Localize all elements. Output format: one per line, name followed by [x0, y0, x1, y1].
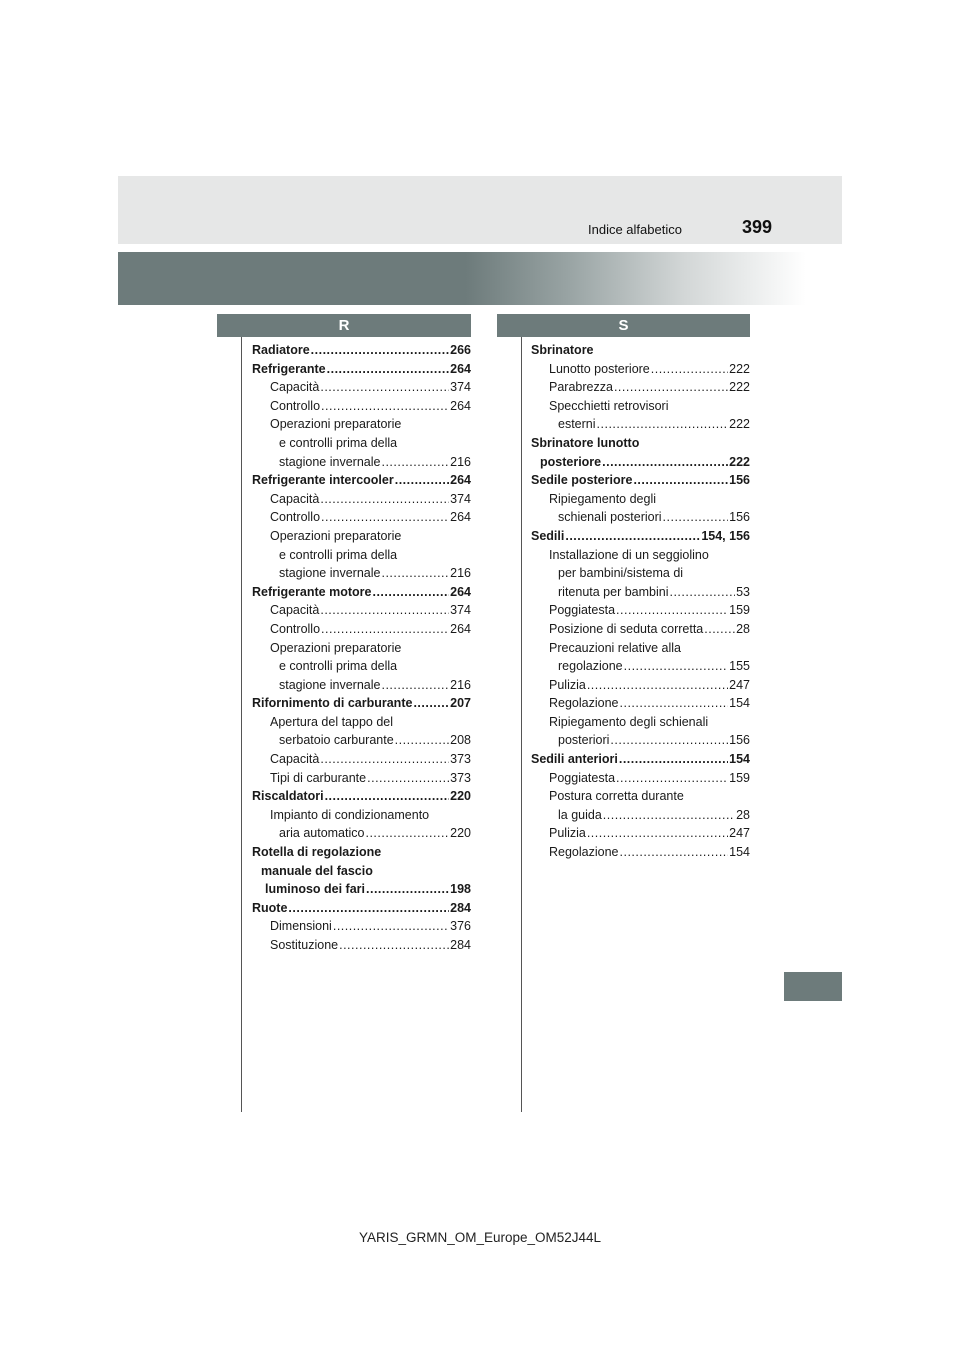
index-entry-text: Refrigerante motore	[252, 584, 372, 599]
index-entry	[252, 862, 471, 881]
index-entry-text: regolazione	[558, 659, 623, 674]
index-entry-page: 155	[729, 659, 750, 674]
dot-leader	[614, 378, 728, 397]
index-entry-page: 154	[729, 752, 750, 767]
index-entry-text: Operazioni preparatorie	[270, 528, 402, 543]
index-entry	[252, 564, 471, 583]
index-entry	[252, 620, 471, 639]
index-entry-text: Capacità	[270, 603, 320, 618]
index-entry-page: 264	[450, 473, 471, 488]
index-entry	[252, 453, 471, 472]
index-entry-text: Capacità	[270, 752, 320, 767]
dot-leader	[320, 750, 449, 769]
dot-leader	[288, 899, 449, 918]
index-entry-page: 154	[729, 845, 750, 860]
dot-leader	[381, 676, 449, 695]
index-entry-text: Controllo	[270, 510, 321, 525]
index-entry-page: 222	[729, 417, 750, 432]
index-entry-text: manuale del fascio	[261, 863, 373, 878]
index-entry-text: e controlli prima della	[279, 435, 398, 450]
index-entry	[531, 583, 750, 602]
index-entry-page: 216	[450, 677, 471, 692]
index-entry-page: 159	[729, 603, 750, 618]
index-entry-text: per bambini/sistema di	[558, 566, 684, 581]
index-entry-page: 222	[729, 380, 750, 395]
index-entry-text: e controlli prima della	[279, 547, 398, 562]
index-entry-text: e controlli prima della	[279, 659, 398, 674]
index-entry	[531, 620, 750, 639]
index-entry-page: 156	[729, 473, 750, 488]
index-entry	[252, 936, 471, 955]
index-entry	[252, 787, 471, 806]
index-entry	[252, 750, 471, 769]
index-entry-text: Capacità	[270, 491, 320, 506]
index-entry	[252, 657, 471, 676]
index-entry	[531, 415, 750, 434]
index-entry-text: Controllo	[270, 398, 321, 413]
index-entry	[531, 824, 750, 843]
index-entry-page: 159	[729, 770, 750, 785]
index-entry	[252, 769, 471, 788]
index-entry	[252, 471, 471, 490]
dot-leader	[366, 880, 449, 899]
index-entry-text: luminoso dei fari	[265, 882, 366, 897]
dot-leader	[602, 453, 728, 472]
index-entry	[531, 843, 750, 862]
dot-leader	[616, 769, 728, 788]
index-entry	[252, 824, 471, 843]
page-number: 399	[742, 217, 773, 237]
index-entry	[252, 583, 471, 602]
dot-leader	[669, 583, 735, 602]
index-entry	[531, 453, 750, 472]
index-entry	[531, 564, 750, 583]
index-entry	[531, 676, 750, 695]
dot-leader	[624, 657, 729, 676]
index-entry-text: Impianto di condizionamento	[270, 807, 430, 822]
chapter-banner	[118, 252, 842, 305]
index-entry-text: Regolazione	[549, 845, 619, 860]
dot-leader	[320, 490, 449, 509]
index-entry	[252, 731, 471, 750]
index-entry	[531, 694, 750, 713]
index-entry	[252, 527, 471, 546]
index-entry	[531, 360, 750, 379]
index-entry	[252, 843, 471, 862]
index-entry-page: 284	[450, 900, 471, 915]
dot-leader	[395, 471, 449, 490]
index-entry	[531, 639, 750, 658]
index-entry-page: 154	[729, 696, 750, 711]
index-entry-text: Posizione di seduta corretta	[549, 621, 704, 636]
dot-leader	[633, 471, 728, 490]
index-entry	[531, 787, 750, 806]
index-entry-text: Sedili	[531, 528, 565, 543]
dot-leader	[597, 415, 729, 434]
index-entry-text: Installazione di un seggiolino	[549, 547, 709, 562]
index-entry-page: 373	[450, 752, 471, 767]
section-title: Indice alfabetico	[588, 222, 682, 237]
index-entry-text: Ruote	[252, 900, 288, 915]
index-entry-page: 222	[729, 454, 750, 469]
index-entry-text: Sedile posteriore	[531, 473, 633, 488]
index-entry-page: 220	[450, 789, 471, 804]
index-entry-text: Controllo	[270, 621, 321, 636]
dot-leader	[320, 601, 449, 620]
index-entry	[252, 880, 471, 899]
index-entry-page: 156	[729, 510, 750, 525]
dot-leader	[365, 824, 449, 843]
index-entry-page: 373	[450, 770, 471, 785]
index-entry-text: Parabrezza	[549, 380, 613, 395]
index-entry-text: stagione invernale	[279, 677, 381, 692]
index-entry	[531, 657, 750, 676]
index-entry-text: Lunotto posteriore	[549, 361, 650, 376]
dot-leader	[587, 824, 728, 843]
index-entry	[252, 508, 471, 527]
index-entry-page: 264	[450, 584, 471, 599]
index-entry	[252, 899, 471, 918]
index-entry-page: 264	[450, 510, 471, 525]
dot-leader	[395, 731, 449, 750]
index-entry-text: Rifornimento di carburante	[252, 696, 413, 711]
dot-leader	[413, 694, 449, 713]
index-entry-text: aria automatico	[279, 826, 365, 841]
index-entry-text: Dimensioni	[270, 919, 332, 934]
dot-leader	[367, 769, 449, 788]
index-entry	[252, 639, 471, 658]
index-entry-text: Postura corretta durante	[549, 789, 684, 804]
index-entry	[531, 769, 750, 788]
index-entry-text: Riscaldatori	[252, 789, 324, 804]
index-entry-text: Pulizia	[549, 677, 586, 692]
index-entry-page: 374	[450, 380, 471, 395]
index-entry	[531, 397, 750, 416]
index-entry	[531, 471, 750, 490]
index-entry-text: Radiatore	[252, 343, 310, 357]
index-column-r	[252, 341, 471, 955]
dot-leader	[372, 583, 449, 602]
index-entry-page: 156	[729, 733, 750, 748]
index-entry-text: la guida	[558, 807, 602, 822]
index-entry	[531, 378, 750, 397]
index-column-s	[531, 341, 750, 862]
index-entry	[252, 917, 471, 936]
index-entry-text: Operazioni preparatorie	[270, 417, 402, 432]
index-entry-text: posteriore	[540, 454, 602, 469]
index-entry-text: stagione invernale	[279, 454, 381, 469]
dot-leader	[651, 360, 728, 379]
column-divider	[241, 337, 242, 1112]
index-entry-page: 374	[450, 491, 471, 506]
index-entry-text: Refrigerante intercooler	[252, 473, 394, 488]
dot-leader	[311, 341, 449, 360]
dot-leader	[587, 676, 728, 695]
index-entry-text: Ripiegamento degli schienali	[549, 714, 709, 729]
index-entry	[252, 434, 471, 453]
index-entry-text: esterni	[558, 417, 596, 432]
index-entry-text: Capacità	[270, 380, 320, 395]
index-entry-text: ritenuta per bambini	[558, 584, 669, 599]
index-entry-text: Tipi di carburante	[270, 770, 367, 785]
section-header-s: S	[497, 314, 750, 337]
dot-leader	[320, 378, 449, 397]
index-entry	[252, 713, 471, 732]
index-entry-page: 374	[450, 603, 471, 618]
index-entry-text: Sedili anteriori	[531, 752, 618, 767]
index-entry	[531, 434, 750, 453]
index-entry-text: Apertura del tappo del	[270, 714, 394, 729]
dot-leader	[619, 750, 728, 769]
index-entry-page: 264	[450, 398, 471, 413]
index-entry-text: Regolazione	[549, 696, 619, 711]
dot-leader	[321, 397, 449, 416]
index-entry	[252, 601, 471, 620]
index-entry	[531, 601, 750, 620]
section-header-r: R	[217, 314, 471, 337]
dot-leader	[381, 453, 449, 472]
index-entry	[252, 360, 471, 379]
index-entry-text: Poggiatesta	[549, 770, 616, 785]
index-entry	[252, 378, 471, 397]
index-entry-page: 247	[729, 677, 750, 692]
index-entry-page: 220	[450, 826, 471, 841]
index-entry	[252, 490, 471, 509]
index-entry-text: Sbrinatore	[531, 343, 594, 357]
dot-leader	[321, 620, 449, 639]
index-entry	[531, 527, 750, 546]
index-entry-page: 266	[450, 343, 471, 357]
index-entry-text: serbatoio carburante	[279, 733, 394, 748]
index-entry-page: 376	[450, 919, 471, 934]
index-entry-text: Refrigerante	[252, 361, 326, 376]
index-entry	[252, 546, 471, 565]
index-entry-text: Pulizia	[549, 826, 586, 841]
index-entry-text: posteriori	[558, 733, 610, 748]
dot-leader	[663, 508, 729, 527]
index-entry-page: 216	[450, 454, 471, 469]
index-entry-page: 198	[450, 882, 471, 897]
index-entry-text: Sbrinatore lunotto	[531, 435, 640, 450]
index-entry	[252, 694, 471, 713]
index-entry-text: schienali posteriori	[558, 510, 662, 525]
index-entry-page: 264	[450, 361, 471, 376]
index-entry	[531, 490, 750, 509]
index-entry	[531, 546, 750, 565]
index-entry-text: Operazioni preparatorie	[270, 640, 402, 655]
dot-leader	[321, 508, 449, 527]
chapter-tab	[784, 972, 842, 1001]
index-entry-page: 53	[736, 584, 750, 599]
index-entry-text: stagione invernale	[279, 566, 381, 581]
index-entry-page: 208	[450, 733, 471, 748]
dot-leader	[704, 620, 735, 639]
index-entry	[531, 508, 750, 527]
dot-leader	[565, 527, 700, 546]
index-entry-page: 207	[450, 696, 471, 711]
index-entry	[252, 415, 471, 434]
index-entry-text: Sostituzione	[270, 938, 339, 952]
dot-leader	[620, 843, 729, 862]
index-entry	[252, 806, 471, 825]
dot-leader	[616, 601, 728, 620]
index-entry-page: 28	[736, 621, 750, 636]
index-entry-text: Poggiatesta	[549, 603, 616, 618]
index-entry-text: Ripiegamento degli	[549, 491, 657, 506]
index-entry-page: 28	[736, 807, 750, 822]
column-divider	[521, 337, 522, 1112]
dot-leader	[333, 917, 449, 936]
header-band	[118, 176, 842, 244]
index-entry	[531, 731, 750, 750]
dot-leader	[339, 936, 449, 955]
dot-leader	[381, 564, 449, 583]
document-footer: YARIS_GRMN_OM_Europe_OM52J44L	[358, 1230, 602, 1245]
index-entry	[252, 676, 471, 695]
index-entry	[531, 750, 750, 769]
index-entry	[531, 713, 750, 732]
dot-leader	[620, 694, 729, 713]
dot-leader	[610, 731, 728, 750]
index-entry	[531, 806, 750, 825]
index-entry	[252, 341, 471, 360]
index-entry-text: Specchietti retrovisori	[549, 398, 669, 413]
index-entry-page: 284	[450, 938, 471, 952]
index-entry-page: 154, 156	[701, 528, 750, 543]
dot-leader	[327, 360, 450, 379]
index-entry-text: Precauzioni relative alla	[549, 640, 682, 655]
index-entry-page: 264	[450, 621, 471, 636]
index-entry-page: 247	[729, 826, 750, 841]
index-entry	[531, 341, 750, 360]
index-entry	[252, 397, 471, 416]
index-entry-page: 222	[729, 361, 750, 376]
index-entry-text: Rotella di regolazione	[252, 845, 382, 860]
dot-leader	[603, 806, 735, 825]
index-entry-page: 216	[450, 566, 471, 581]
dot-leader	[325, 787, 450, 806]
